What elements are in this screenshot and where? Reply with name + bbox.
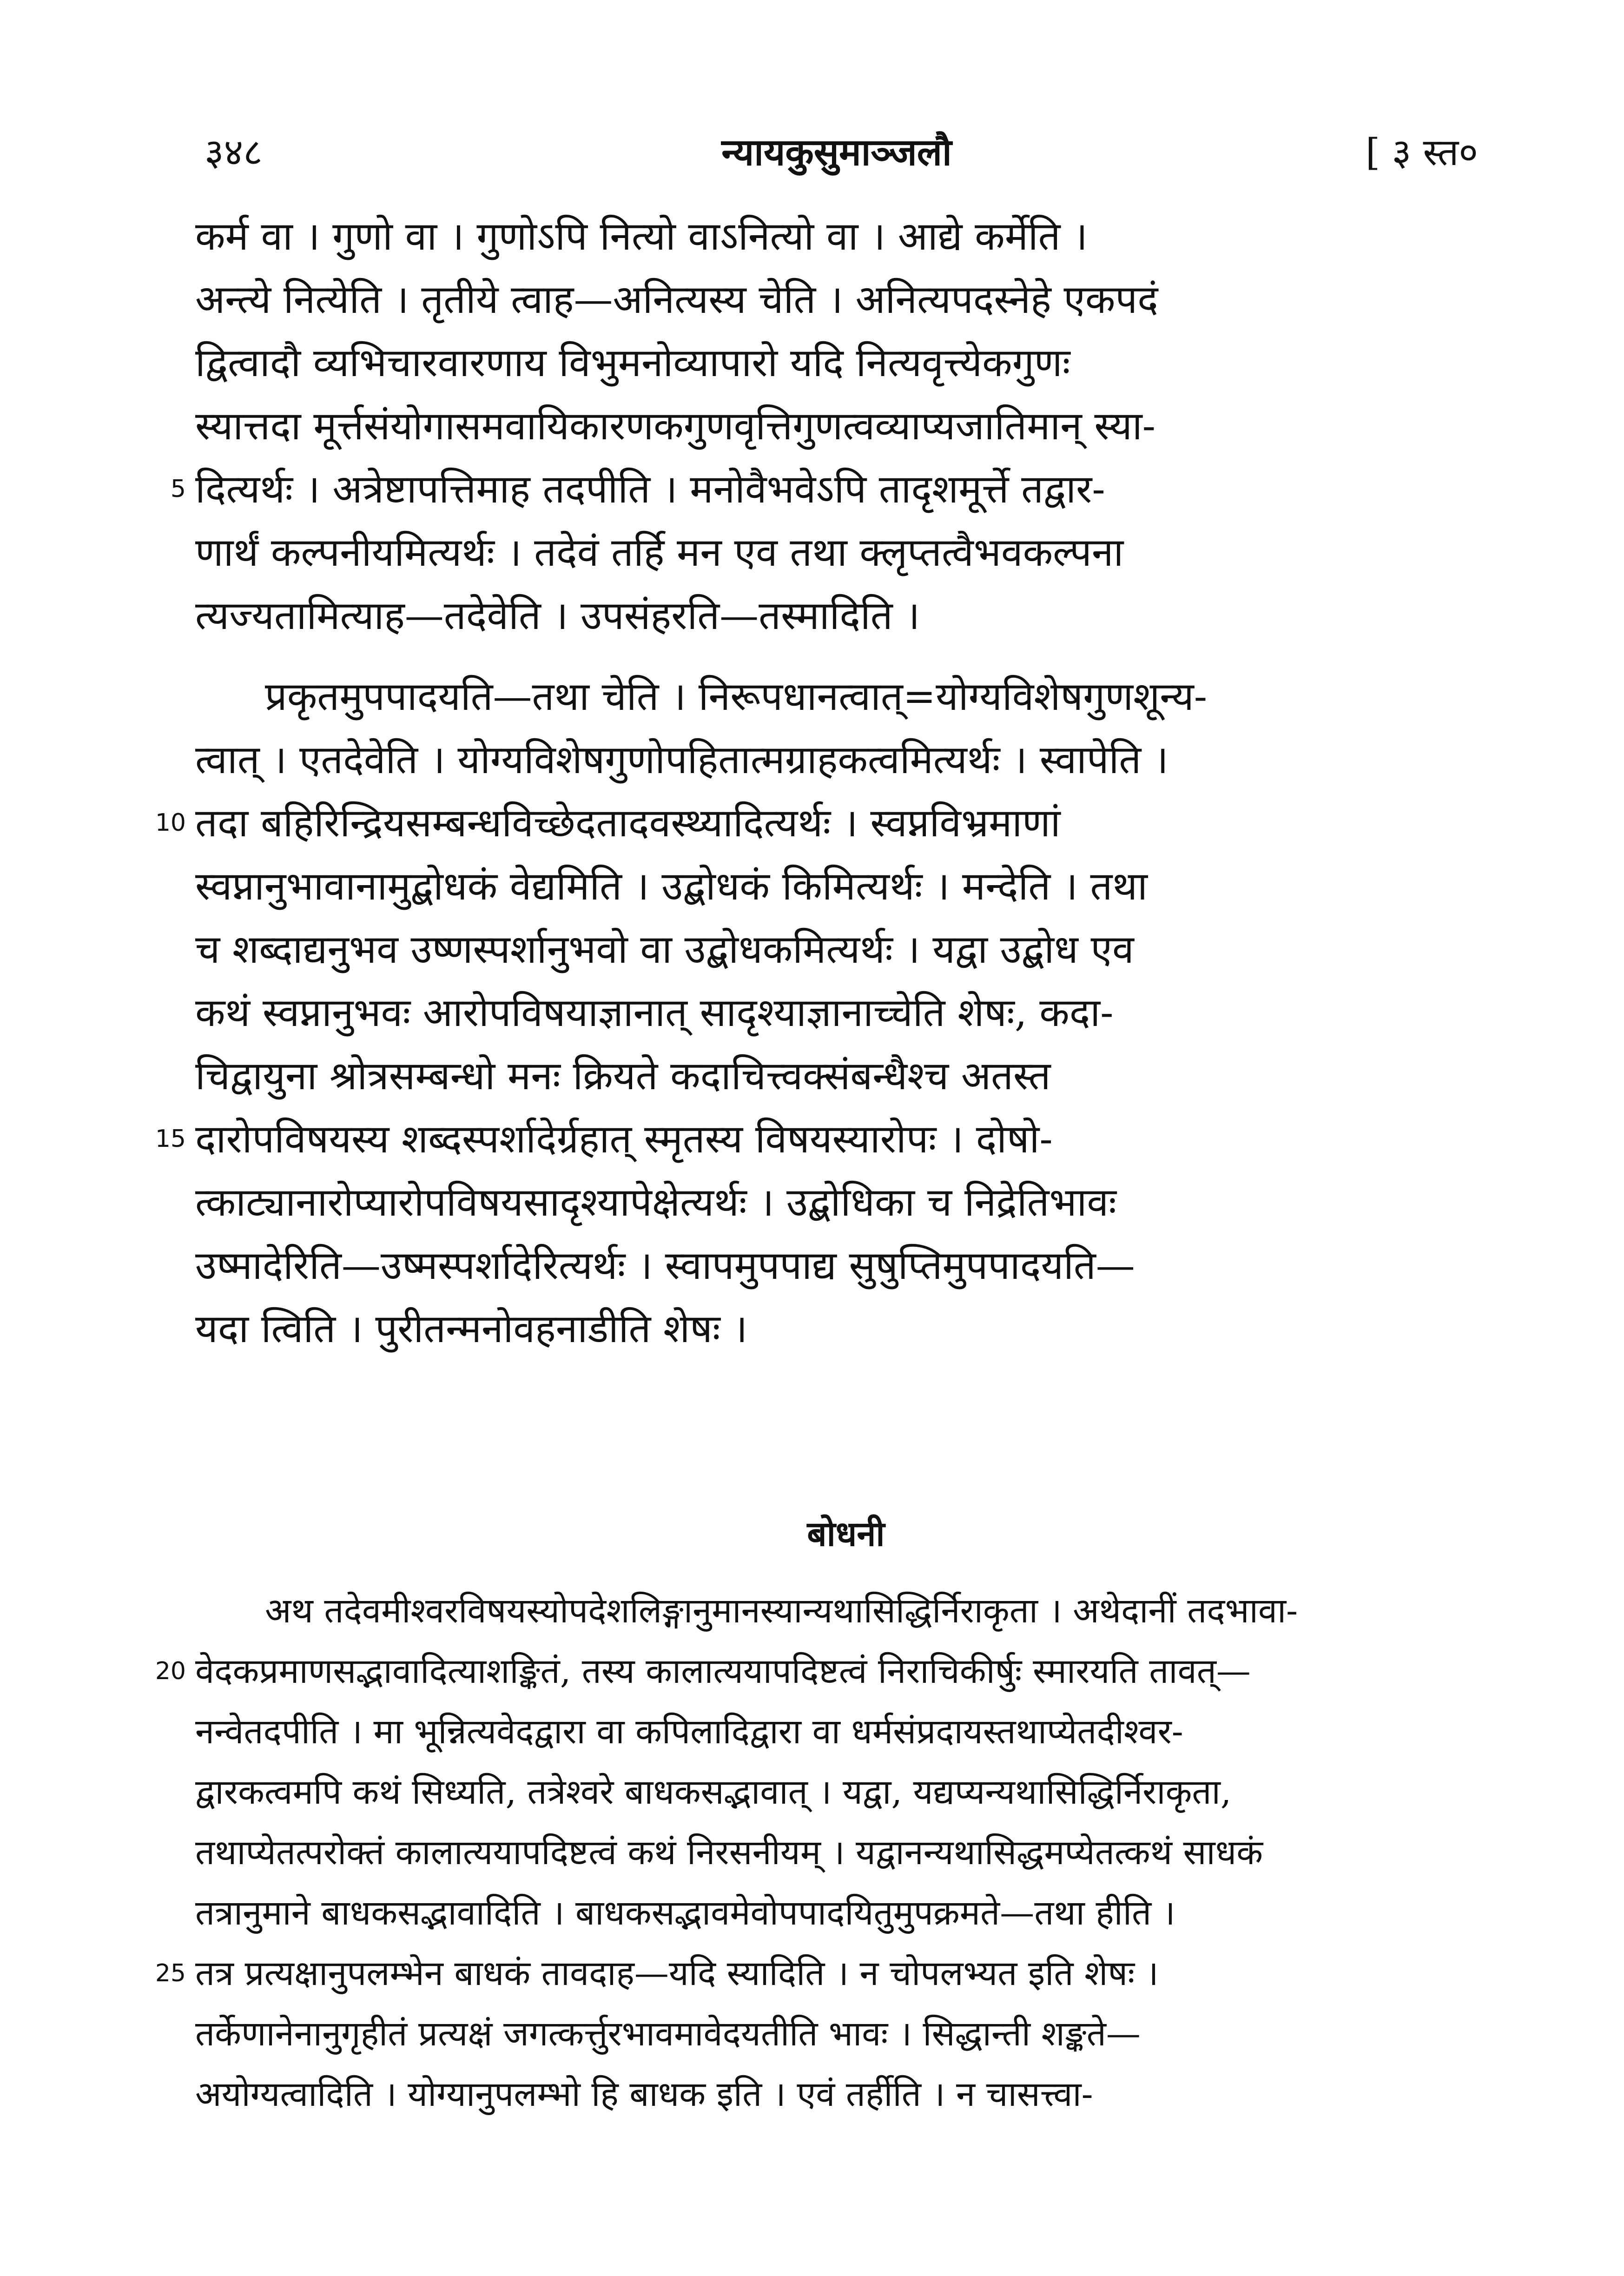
commentary-paragraph-1 — [170, 205, 1497, 647]
text-line: तथाप्येतत्परोक्तं कालात्ययापदिष्टत्वं कथं निरसनीयम् । यद्वानन्यथासिद्धमप्येतत्कथं साधकं — [195, 1833, 1263, 1872]
text-line: च शब्दाद्यनुभव उष्णस्पर्शानुभवो वा उद्बोधकमित्यर्थः । यद्वा उद्बोध एव — [195, 926, 1134, 972]
text-line: त्यज्यतामित्याह—तदेवेति । उपसंहरति—तस्मादिति । — [195, 593, 920, 638]
text-line — [155, 791, 1497, 854]
text-line: स्यात्तदा मूर्त्तसंयोगासमवायिकारणकगुणवृत्तिगुणत्वव्याप्यजातिमान् स्या- — [195, 403, 1155, 449]
text-line: यदा त्विति । पुरीतन्मनोवहनाडीति शेषः । — [195, 1306, 748, 1351]
text-line: त्वात् । एतदेवेति । योग्यविशेषगुणोपहितात्मग्राहकत्वमित्यर्थः । स्वापेति । — [195, 737, 1168, 782]
text-line — [155, 1943, 1497, 2004]
text-line: द्वारकत्वमपि कथं सिध्यति, तत्रेश्वरे बाधकसद्भावात् । यद्वा, यद्यप्यन्यथासिद्धिर्निराकृता, — [195, 1772, 1232, 1812]
running-title: न्यायकुसुमाञ्जलौ — [721, 130, 952, 174]
text-line: कर्म वा । गुणो वा । गुणोऽपि नित्यो वाऽनित्यो वा । आद्ये कर्मेति । — [195, 213, 1088, 259]
text-line: णार्थं कल्पनीयमित्यर्थः । तदेवं तर्हि मन एव तथा क्लृप्तत्वैभवकल्पना — [195, 529, 1124, 575]
text-line — [155, 1641, 1497, 1701]
line-text: दारोपविषयस्य शब्दस्पर्शादेर्ग्रहात् स्मृतस्य विषयस्यारोपः । दोषो- — [195, 1116, 1053, 1162]
text-line: अथ तदेवमीश्वरविषयस्योपदेशलिङ्गानुमानस्यान्यथासिद्धिर्निराकृता । अथेदानीं तदभावा- — [265, 1591, 1298, 1631]
bodhani-commentary — [155, 1581, 1497, 2124]
commentary-paragraph-2 — [155, 665, 1497, 1360]
text-line — [170, 457, 1497, 521]
section-marker: [ ३ स्त० — [1366, 131, 1478, 174]
text-line: त्काट्यानारोप्यारोपविषयसादृश्यापेक्षेत्यर्थः । उद्बोधिका च निद्रेतिभावः — [195, 1179, 1117, 1225]
line-number: 15 — [155, 1125, 186, 1153]
page-header — [186, 116, 1487, 186]
text-line: चिद्वायुना श्रोत्रसम्बन्धो मनः क्रियते कदाचित्त्वक्संबन्धैश्च अतस्त — [195, 1053, 1051, 1098]
line-number: 10 — [155, 809, 186, 837]
page-number: ३४८ — [205, 131, 263, 174]
line-text: दित्यर्थः । अत्रेष्टापत्तिमाह तदपीति । मनोवैभवेऽपि तादृशमूर्त्ते तद्वार- — [195, 466, 1105, 512]
text-line: तर्केणानेनानुगृहीतं प्रत्यक्षं जगत्कर्त्तुरभावमावेदयतीति भावः । सिद्धान्ती शङ्कते— — [195, 2014, 1141, 2054]
line-text: वेदकप्रमाणसद्भावादित्याशङ्कितं, तस्य कालात्ययापदिष्टत्वं निराचिकीर्षुः स्मारयति तावत्— — [195, 1651, 1251, 1691]
line-number: 25 — [155, 1959, 186, 1987]
text-line: अयोग्यत्वादिति । योग्यानुपलम्भो हि बाधक इति । एवं तर्हीति । न चासत्त्वा- — [195, 2074, 1093, 2114]
line-number: 5 — [170, 475, 186, 503]
line-text: तदा बहिरिन्द्रियसम्बन्धविच्छेदतादवस्थ्यादित्यर्थः । स्वप्नविभ्रमाणां — [195, 800, 1061, 846]
text-line: स्वप्नानुभावानामुद्बोधकं वेद्यमिति । उद्बोधकं किमित्यर्थः । मन्देति । तथा — [195, 863, 1148, 909]
section-heading: बोधनी — [807, 1514, 885, 1554]
text-line: द्वित्वादौ व्यभिचारवारणाय विभुमनोव्यापारो यदि नित्यवृत्त्येकगुणः — [195, 340, 1070, 385]
text-line: कथं स्वप्नानुभवः आरोपविषयाज्ञानात् सादृश्याज्ञानाच्चेति शेषः, कदा- — [195, 990, 1114, 1035]
line-number: 20 — [155, 1657, 186, 1685]
text-line: तत्रानुमाने बाधकसद्भावादिति । बाधकसद्भावमेवोपपादयितुमुपक्रमते—तथा हीति । — [195, 1893, 1175, 1933]
line-text: तत्र प्रत्यक्षानुपलम्भेन बाधकं तावदाह—यदि स्यादिति । न चोपलभ्यत इति शेषः । — [195, 1953, 1159, 1993]
text-line: उष्मादेरिति—उष्मस्पर्शादेरित्यर्थः । स्वापमुपपाद्य सुषुप्तिमुपपादयति— — [195, 1243, 1135, 1288]
text-line — [155, 1107, 1497, 1171]
text-line: नन्वेतदपीति । मा भून्नित्यवेदद्वारा वा कपिलादिद्वारा वा धर्मसंप्रदायस्तथाप्येतदीश्वर- — [195, 1712, 1183, 1752]
text-line: प्रकृतमुपपादयति—तथा चेति । निरूपधानत्वात्=योग्यविशेषगुणशून्य- — [265, 674, 1208, 719]
text-line: अन्त्ये नित्येति । तृतीये त्वाह—अनित्यस्य चेति । अनित्यपदस्नेहे एकपदं — [195, 277, 1158, 322]
